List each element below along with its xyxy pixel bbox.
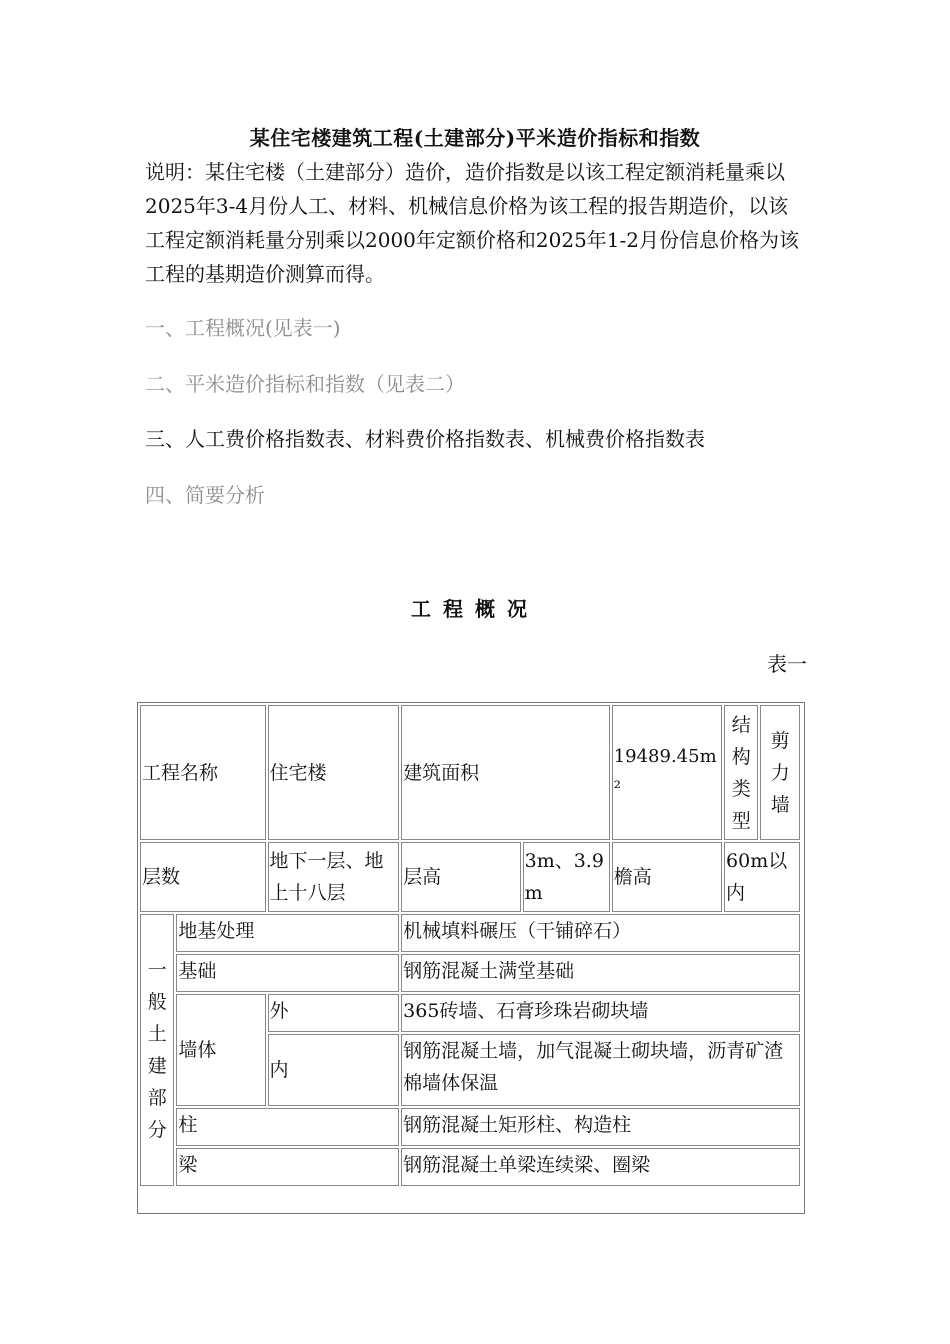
table-row: [140, 954, 800, 992]
wall-outer-label: 外: [268, 994, 400, 1032]
floors-value: 地下一层、地上十八层: [268, 842, 400, 912]
foundation-value: 钢筋混凝土满堂基础: [401, 954, 800, 992]
table-row: [140, 1108, 800, 1146]
toc-item-overview: 一、工程概况(见表一): [145, 316, 341, 340]
foundation-treatment-label: 地基处理: [176, 914, 399, 952]
wall-label: 墙体: [176, 994, 265, 1106]
table-row: [140, 994, 800, 1032]
column-label: 柱: [176, 1108, 399, 1146]
toc-item-price-tables: 三、人工费价格指数表、材料费价格指数表、机械费价格指数表: [145, 427, 705, 451]
wall-inner-value: 钢筋混凝土墙，加气混凝土砌块墙，沥青矿渣棉墙体保温: [401, 1034, 800, 1106]
toc-item-index: 二、平米造价指标和指数（见表二）: [145, 372, 465, 396]
column-value: 钢筋混凝土矩形柱、构造柱: [401, 1108, 800, 1146]
document-title: 某住宅楼建筑工程(土建部分)平米造价指标和指数: [249, 126, 701, 150]
beam-value: 钢筋混凝土单梁连续梁、圈梁: [401, 1148, 800, 1186]
beam-label: 梁: [176, 1148, 399, 1186]
floors-label: 层数: [140, 842, 266, 912]
area-label: 建筑面积: [401, 705, 610, 840]
eave-height-value: 60m以内: [724, 842, 800, 912]
toc-item-analysis: 四、简要分析: [145, 483, 265, 507]
project-name-label: 工程名称: [140, 705, 266, 840]
wall-inner-label: 内: [268, 1034, 400, 1106]
table-label: 表一: [767, 652, 807, 676]
table-row: [140, 914, 800, 952]
floor-height-value: 3m、3.9m: [523, 842, 610, 912]
floor-height-label: 层高: [401, 842, 520, 912]
area-value: 19489.45m²: [612, 705, 722, 840]
project-overview-table: [137, 702, 805, 1214]
group-label-general-civil: 一般土建部分: [140, 914, 174, 1186]
foundation-label: 基础: [176, 954, 399, 992]
structure-type-label: 结构类型: [724, 705, 758, 840]
eave-height-label: 檐高: [612, 842, 722, 912]
section-title: 工程概况: [411, 597, 539, 621]
project-name-value: 住宅楼: [268, 705, 400, 840]
table-row: [140, 1148, 800, 1186]
intro-paragraph: 说明：某住宅楼（土建部分）造价，造价指数是以该工程定额消耗量乘以2025年3-4月份人工、材料、机械信息价格为该工程的报告期造价，以该工程定额消耗量分别乘以2000年定额价格和2025年1-2月份信息价格为该工程的基期造价测算而得。: [145, 160, 800, 286]
structure-type-value: 剪力墙: [760, 705, 800, 840]
wall-outer-value: 365砖墙、石膏珍珠岩砌块墙: [401, 994, 800, 1032]
foundation-treatment-value: 机械填料碾压（干铺碎石）: [401, 914, 800, 952]
table-row: [140, 842, 800, 912]
table-row: [140, 705, 800, 840]
